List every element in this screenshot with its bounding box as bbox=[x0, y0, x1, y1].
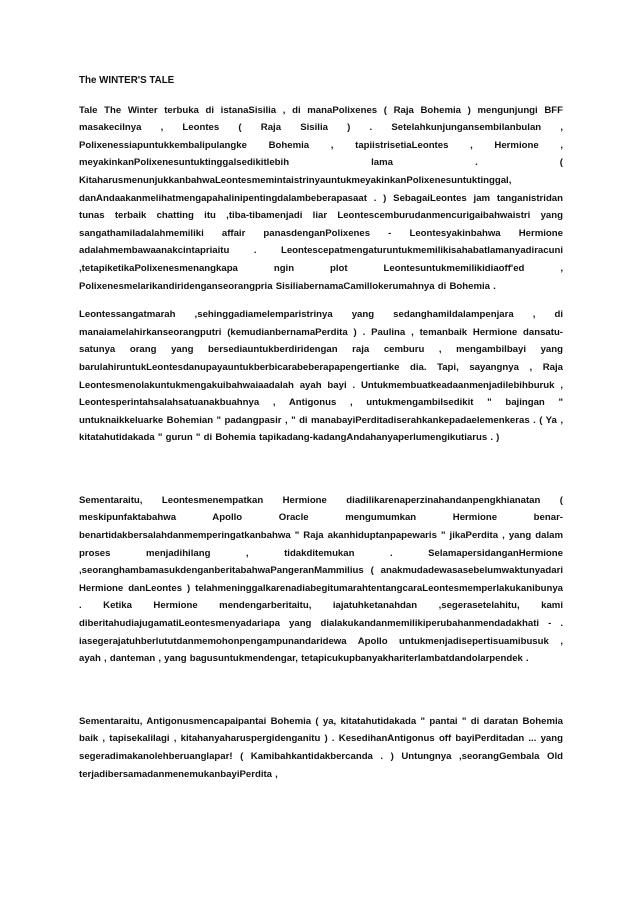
paragraph-4: Sementaraitu, Antigonusmencapaipantai Bohemia ( ya, kitatahutidakada " pantai " di daratan Bohemia baik , tapisekalilagi , kitahanyaharuspergidenganitu ) . KesedihanAntigonus off bayiPerditadan ... yang segeradimakanolehberuanglapar! ( Kamibahkantidakbercanda . ) Untungnya ,seorangGembala Old terjadibersamadanmenemukanbayiPerdita , bbox=[79, 715, 563, 780]
paragraph-2: Leontessangatmarah ,sehinggadiamelemparistrinya yang sedanghamildalampenjara , di manaiamelahirkanseorangputri (kemudianbernamaPerdita ) . Paulina , temanbaik Hermione dansatu-satunya orang yang bersediauntukberdiridengan raja cemburu , mengambilbayi yang barulahiruntukLeontesdanupayauntukberbicarabeberapapengertianke dia. Tapi, sayangnya , Raja Leontesmenolakuntukmengakuibahwaiaadalah ayah bayi . Untukmembuatkeadaanmenjadilebihburuk , Leontesperintahsalahsatuanakbuahnya , Antigonus , untukmengambilsedikit " bajingan " untuknaikkeluarke Bohemian " padangpasir , " di manabayiPerditadiserahkankepadaelemenkeras . ( Ya , kitatahutidakada " gurun " di Bohemia tapikadang-kadangAndahanyaperlumengikutiarus . ) bbox=[79, 309, 563, 444]
document-title: The WINTER'S TALE bbox=[79, 75, 175, 86]
section-spacer bbox=[79, 458, 563, 492]
section-spacer bbox=[79, 679, 563, 713]
document-page bbox=[79, 72, 563, 794]
paragraph-3: Sementaraitu, Leontesmenempatkan Hermione diadilikarenaperzinahandanpengkhianatan ( meskipunfaktabahwa Apollo Oracle mengumumkan Hermione benar-benartidakbersalahdanmemperingatkanbahwa " Raja akanhiduptanpapewaris " jikaPerdita , yang dalam proses menjadihilang , tidakditemukan . SelamapersidanganHermione ,seoranghambamasukdenganberitabahwaPangeranMammilius ( anakmudadewasasebelumwaktunyadari Hermione danLeontes ) telahmeninggalkarenadiabegitumarahtentangcaraLeontesmemperlakukanibunya . Ketika Hermione mendengarberitaitu, iajatuhketanahdan ,segerasetelahitu, kami diberitahudiajugamatiLeontesmenyadariapa yang dialakukandanmemilikiperubahanmendadakhati - . iasegerajatuhberlututdanmemohonpengampunandaridewa Apollo untukmenjadisepertisuamibusuk , ayah , danteman , yang bagusuntukmendengar, tetapicukupbanyakhariterlambatdandolarpendek . bbox=[79, 494, 563, 665]
paragraph-1: Tale The Winter terbuka di istanaSisilia , di manaPolixenes ( Raja Bohemia ) mengunjungi BFF masakecilnya , Leontes ( Raja Sisilia ) . Setelahkunjungansembilanbulan , Polixenessiapuntukkembalipulangke Bohemia , tapiistrisetiaLeontes , Hermione , meyakinkanPolixenesuntuktinggalsedikitlebih lama . ( KitaharusmenunjukkanbahwaLeontesmemintaistrinyauntukmeyakinkanPolixenesuntuktinggal, danAndaakanmelihatmengapahalinipentingdalambeberapasaat . ) SebagaiLeontes jam tanganistridan tunas terbaik chatting itu ,tiba-tibamenjadi liar Leontescemburudanmencurigaibahwaistri yang sangathamiladalahmemiliki affair panasdenganPolixenes - Leontesyakinbahwa Hermione adalahmembawaanakcintapriaitu . Leontescepatmengaturuntukmemilikisahabatlamanyadiracuni ,tetapiketikaPolixenesmenangkapa ngin plot Leontesuntukmemilikidiaoff'ed , Polixenesmelarikandiridenganseorangpria SisiliabernamaCamillokerumahnya di Bohemia . bbox=[79, 104, 563, 292]
